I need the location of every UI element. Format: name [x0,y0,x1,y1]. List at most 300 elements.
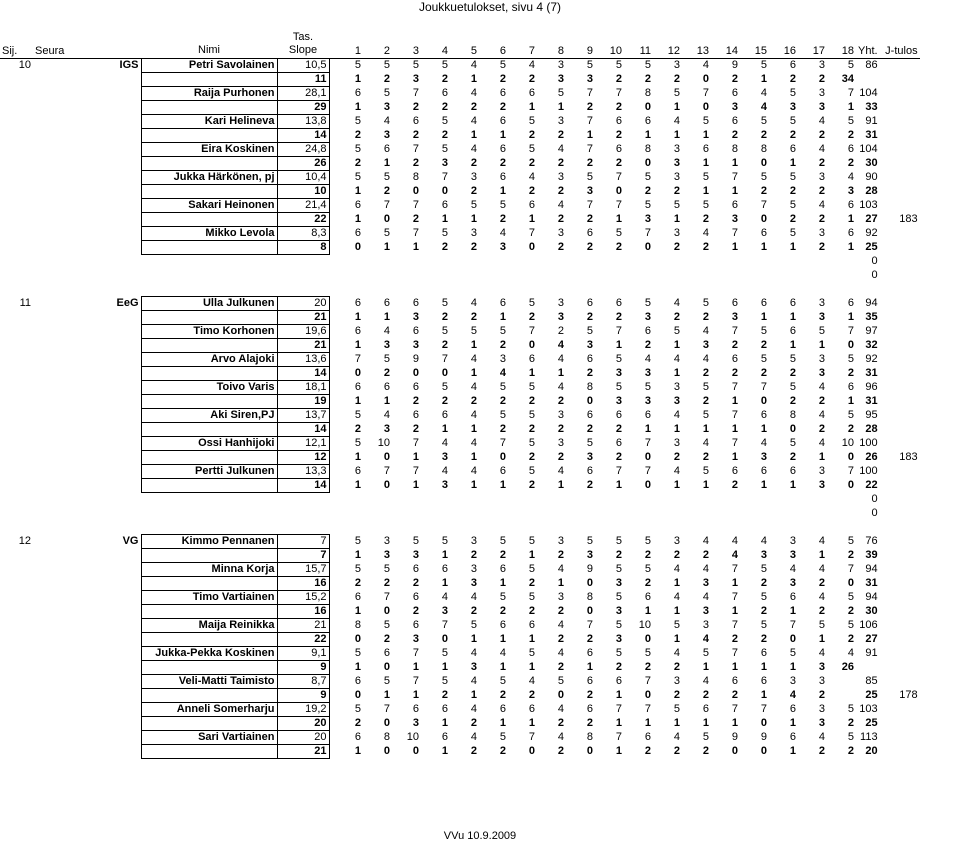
header-blank [798,30,827,44]
hole-strokes: 6 [760,675,767,687]
hole-points: 3 [731,311,738,323]
hole-strokes: 6 [528,703,535,715]
hole-strokes: 6 [847,297,854,309]
hole-points: 1 [441,549,448,561]
hole-strokes: 4 [557,143,564,155]
hole-points: 1 [789,605,796,617]
hole-points: 2 [760,129,767,141]
player-points-row [0,128,920,142]
hole-strokes: 6 [644,591,651,603]
strokes-total: 97 [865,325,878,337]
hole-strokes: 4 [673,115,680,127]
hole-strokes: 6 [731,465,738,477]
page-header [0,0,960,14]
hole-strokes: 5 [644,381,651,393]
cell-blank [329,506,363,520]
hole-strokes: 7 [760,199,767,211]
hole-strokes: 2 [557,325,564,337]
hole-points: 0 [644,451,651,463]
hole-strokes: 5 [702,409,709,421]
team-result [880,464,920,478]
hole-points: 2 [731,339,738,351]
hole-points: 3 [673,157,680,169]
cell-blank [653,520,682,534]
hole-points: 3 [644,311,651,323]
header-blank [740,30,769,44]
hole-strokes: 6 [586,465,593,477]
hole-strokes: 5 [702,465,709,477]
points-total: 35 [865,311,878,323]
cell-blank [329,492,363,506]
hole-strokes: 6 [847,381,854,393]
hole-points: 2 [818,129,825,141]
hole-strokes: 4 [673,731,680,743]
hole-strokes: 6 [789,143,796,155]
points-total: 32 [865,339,878,351]
player-handicap: 13,3 [277,464,329,478]
hole-points: 0 [760,745,767,757]
hole-strokes: 4 [702,563,709,575]
player-points-row [0,310,920,324]
hole-points: 1 [702,717,709,729]
player-stroke-row [0,436,920,450]
cell-blank [711,282,740,296]
team-position [0,142,33,156]
cell-blank [740,492,769,506]
strokes-total: 85 [865,675,878,687]
hole-strokes: 4 [470,87,477,99]
hole-points: 2 [557,395,564,407]
player-stroke-row [0,142,920,156]
hole-strokes: 4 [818,563,825,575]
hole-points: 2 [644,549,651,561]
hole-strokes: 5 [499,199,506,211]
team-position [0,408,33,422]
hole-points: 2 [528,577,535,589]
team-result [880,86,920,100]
header-blank [653,30,682,44]
hole-points: 1 [354,605,361,617]
hole-strokes: 4 [528,675,535,687]
player-handicap: 15,2 [277,590,329,604]
hole-points: 0 [412,367,419,379]
hole-strokes: 4 [441,591,448,603]
hole-strokes: 7 [731,171,738,183]
hole-strokes: 5 [615,563,622,575]
points-total: 28 [865,423,878,435]
hole-strokes: 5 [644,535,651,547]
team-result [880,352,920,366]
hole-points: 3 [615,633,622,645]
hole-strokes: 3 [557,171,564,183]
hole-strokes: 4 [818,143,825,155]
hole-points: 0 [412,745,419,757]
hole-strokes: 6 [789,59,796,72]
hole-strokes: 6 [702,703,709,715]
cell-blank [827,506,856,520]
hole-strokes: 4 [818,381,825,393]
hole-points: 2 [470,101,477,113]
hole-strokes: 5 [383,171,390,183]
player-name: Anneli Somerharju [141,702,277,716]
hole-points: 1 [470,339,477,351]
cell-blank [141,100,277,114]
hole-strokes: 4 [557,353,564,365]
hole-points: 2 [760,185,767,197]
player-points-row [0,632,920,646]
player-stroke-row [0,86,920,100]
hole-points: 2 [557,129,564,141]
hole-strokes: 5 [673,703,680,715]
hole-strokes: 7 [528,227,535,239]
points-total: 25 [865,717,878,729]
hole-strokes: 5 [702,647,709,659]
hole-points: 2 [470,605,477,617]
hole-points: 2 [528,157,535,169]
hole-strokes: 5 [383,563,390,575]
hole-points: 2 [847,129,854,141]
hole-strokes: 5 [702,297,709,309]
hole-strokes: 5 [528,437,535,449]
hole-strokes: 4 [470,647,477,659]
team-result [880,184,920,198]
hole-strokes: 9 [412,353,419,365]
hole-points: 3 [818,479,825,491]
header-nimi: Nimi [141,44,277,58]
hole-strokes: 5 [383,619,390,631]
header-hole: 7 [508,44,537,58]
hole-points: 0 [586,605,593,617]
hole-points: 2 [557,451,564,463]
team-club [33,408,141,422]
header-tas: Tas. [292,30,314,43]
player-slope: 22 [277,632,329,646]
player-slope: 29 [277,100,329,114]
hole-strokes: 4 [470,591,477,603]
hole-points: 1 [528,367,535,379]
extra-value: 0 [871,269,878,281]
hole-strokes: 6 [412,325,419,337]
cell-blank [392,254,421,268]
hole-points: 0 [644,479,651,491]
hole-strokes: 5 [354,535,361,547]
header-blank [392,30,421,44]
hole-strokes: 5 [644,563,651,575]
team-result: 183 [899,451,918,463]
hole-points: 0 [702,73,709,85]
header-hole: 17 [798,44,827,58]
hole-points: 2 [615,423,622,435]
hole-points: 2 [731,129,738,141]
hole-strokes: 6 [412,297,419,309]
header-blank [769,30,798,44]
hole-points: 3 [412,311,419,323]
header-hole: 3 [392,44,421,58]
hole-strokes: 4 [470,297,477,309]
hole-points: 1 [528,213,535,225]
header-jtulos: J-tulos [880,44,920,58]
hole-strokes: 5 [383,87,390,99]
hole-points: 1 [760,423,767,435]
hole-strokes: 5 [847,619,854,631]
hole-points: 1 [557,577,564,589]
hole-points: 1 [528,661,535,673]
hole-points: 2 [847,605,854,617]
extra-value: 0 [871,507,878,519]
hole-strokes: 7 [644,227,651,239]
hole-points: 2 [470,549,477,561]
hole-strokes: 4 [818,535,825,547]
player-stroke-row [0,590,920,604]
hole-points: 0 [586,577,593,589]
team-club [33,86,141,100]
hole-points: 2 [673,73,680,85]
player-slope: 7 [277,548,329,562]
hole-points: 1 [354,339,361,351]
cell-blank [141,688,277,702]
extra-value: 0 [871,255,878,267]
hole-strokes: 5 [383,227,390,239]
team-position [0,352,33,366]
hole-strokes: 6 [847,143,854,155]
strokes-total: 92 [865,227,878,239]
hole-strokes: 5 [383,59,390,72]
header-hole: 8 [537,44,566,58]
hole-points: 2 [615,73,622,85]
hole-strokes: 4 [760,87,767,99]
hole-points: 3 [383,129,390,141]
hole-points: 3 [586,451,593,463]
hole-strokes: 3 [818,353,825,365]
hole-points: 1 [731,717,738,729]
hole-points: 0 [847,451,854,463]
player-name: Ulla Julkunen [141,296,277,310]
cell-blank [682,506,711,520]
cell-blank [277,254,329,268]
hole-points: 2 [760,577,767,589]
hole-strokes: 6 [731,87,738,99]
player-name: Toivo Varis [141,380,277,394]
hole-points: 1 [441,577,448,589]
cell-blank [141,268,277,282]
header-hole: 2 [363,44,392,58]
hole-points: 2 [528,129,535,141]
cell-blank [0,688,33,702]
hole-points: 1 [702,185,709,197]
hole-strokes: 7 [586,199,593,211]
hole-points: 2 [789,185,796,197]
player-points-row [0,660,920,674]
hole-strokes: 4 [673,563,680,575]
extra-row [0,268,920,282]
header-blank [711,30,740,44]
hole-strokes: 4 [731,535,738,547]
header-blank [537,30,566,44]
player-handicap: 12,1 [277,436,329,450]
hole-points: 1 [731,605,738,617]
hole-strokes: 5 [441,143,448,155]
hole-strokes: 6 [441,703,448,715]
player-points-row [0,688,920,702]
hole-strokes: 5 [615,591,622,603]
hole-strokes: 5 [412,535,419,547]
hole-points: 0 [789,423,796,435]
hole-points: 0 [383,745,390,757]
player-slope: 21 [277,338,329,352]
team-result [880,156,920,170]
hole-points: 1 [615,339,622,351]
player-slope: 22 [277,212,329,226]
cell-blank [141,450,277,464]
hole-points: 0 [731,745,738,757]
team-club [33,730,141,744]
hole-points: 1 [615,717,622,729]
team-position [0,380,33,394]
hole-strokes [827,674,856,688]
hole-strokes: 8 [383,731,390,743]
hole-strokes: 7 [644,437,651,449]
hole-points: 2 [673,661,680,673]
hole-strokes: 7 [412,465,419,477]
player-handicap: 19,6 [277,324,329,338]
hole-points: 2 [818,605,825,617]
player-handicap: 28,1 [277,86,329,100]
hole-points: 2 [731,633,738,645]
hole-points: 2 [499,213,506,225]
hole-points: 2 [412,395,419,407]
hole-strokes: 5 [528,535,535,547]
page-title: Joukkuetulokset, sivu 4 (7) [418,0,562,14]
hole-strokes: 6 [354,465,361,477]
team-club [33,674,141,688]
cell-blank [508,520,537,534]
hole-strokes: 4 [818,591,825,603]
hole-points: 1 [528,717,535,729]
player-stroke-row [0,324,920,338]
team-position [0,730,33,744]
player-stroke-row [0,646,920,660]
player-name: Kimmo Pennanen [141,534,277,548]
cell-blank [421,282,450,296]
hole-points: 1 [789,241,796,253]
hole-points: 2 [528,395,535,407]
team-club [33,142,141,156]
hole-points: 2 [441,241,448,253]
cell-blank [0,254,33,268]
hole-points: 1 [586,129,593,141]
hole-points: 1 [354,549,361,561]
header-hole: 4 [421,44,450,58]
hole-strokes: 7 [731,227,738,239]
cell-blank [363,520,392,534]
cell-blank [329,254,363,268]
hole-points: 1 [644,717,651,729]
points-total: 30 [865,605,878,617]
hole-strokes: 6 [586,297,593,309]
team-result [880,534,920,548]
cell-blank [740,282,769,296]
hole-points: 1 [470,73,477,85]
cell-blank [450,268,479,282]
hole-points: 1 [354,185,361,197]
team-club [33,198,141,212]
cell-blank [33,282,141,296]
hole-points: 4 [557,339,564,351]
hole-points: 34 [841,73,854,85]
player-handicap: 10,4 [277,170,329,184]
strokes-total: 86 [865,59,878,72]
hole-strokes: 7 [586,143,593,155]
player-stroke-row [0,618,920,632]
hole-strokes: 6 [586,647,593,659]
hole-strokes: 5 [789,87,796,99]
hole-strokes: 6 [615,409,622,421]
header-sij: Sij. [0,44,33,58]
header-blank [508,30,537,44]
hole-strokes: 5 [789,353,796,365]
player-points-row [0,422,920,436]
hole-strokes: 5 [760,115,767,127]
player-name: Veli-Matti Taimisto [141,674,277,688]
cell-blank [141,254,277,268]
hole-points: 1 [383,311,390,323]
header-hole: 6 [479,44,508,58]
player-points-row [0,478,920,492]
hole-strokes: 8 [731,143,738,155]
hole-strokes: 5 [818,619,825,631]
team-result [880,324,920,338]
player-handicap: 7 [277,534,329,548]
hole-points: 1 [470,213,477,225]
hole-points: 1 [383,241,390,253]
cell-blank [880,282,920,296]
cell-blank [537,268,566,282]
hole-points: 1 [847,311,854,323]
cell-blank [479,282,508,296]
hole-points: 2 [470,311,477,323]
points-total: 39 [865,549,878,561]
hole-strokes: 8 [789,409,796,421]
hole-strokes: 6 [644,731,651,743]
hole-points: 3 [615,605,622,617]
hole-strokes: 7 [615,199,622,211]
strokes-total: 91 [865,647,878,659]
hole-points: 2 [441,689,448,701]
header-hole: 14 [711,44,740,58]
hole-points: 2 [615,549,622,561]
hole-points: 2 [383,73,390,85]
cell-blank [0,716,33,730]
cell-blank [711,268,740,282]
hole-points: 0 [528,241,535,253]
cell-blank [769,268,798,282]
cell-blank [33,366,141,380]
team-result [880,576,920,590]
hole-strokes: 6 [760,409,767,421]
cell-blank [566,282,595,296]
hole-strokes: 7 [412,199,419,211]
hole-points: 3 [789,101,796,113]
player-name: Sakari Heinonen [141,198,277,212]
hole-strokes: 6 [499,563,506,575]
strokes-total: 113 [860,731,878,743]
hole-points: 1 [789,157,796,169]
extra-row [0,506,920,520]
cell-blank [141,72,277,86]
header-hole: 10 [595,44,624,58]
hole-points: 1 [789,339,796,351]
hole-points: 1 [847,395,854,407]
